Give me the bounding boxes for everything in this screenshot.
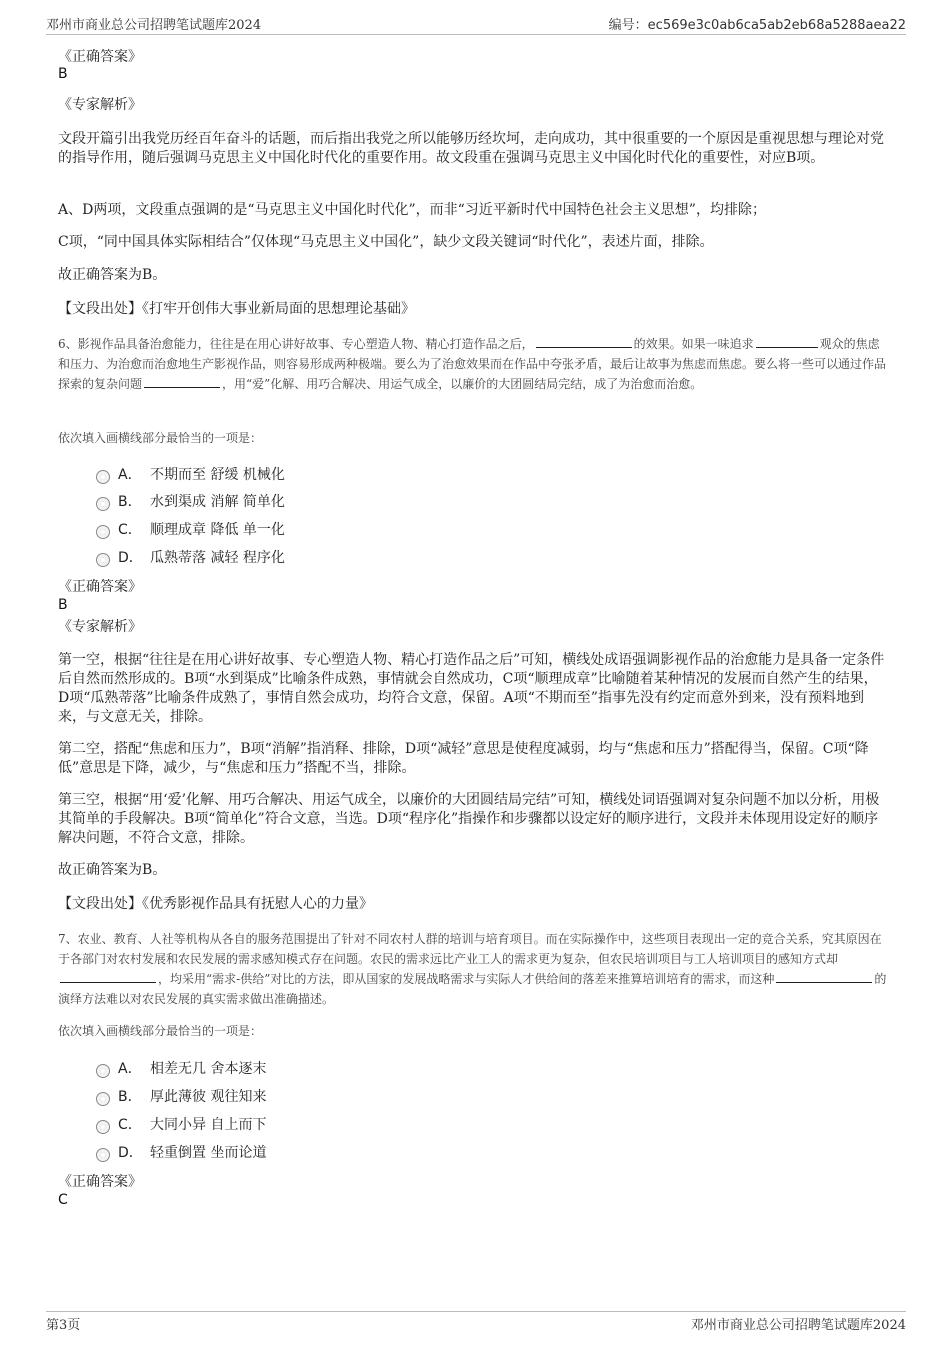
q5-analysis-p3: C项，“同中国具体实际相结合”仅体现“马克思主义中国化”，缺少文段关键词“时代化”，表述片面，排除。: [58, 234, 714, 250]
q7-option-d[interactable]: [96, 1142, 266, 1162]
option-letter: B．: [118, 1089, 142, 1105]
option-letter: C．: [118, 522, 142, 538]
option-text: 轻重倒置 坐而论道: [150, 1145, 267, 1161]
q5-source: 【文段出处】《打牢开创伟大事业新局面的思想理论基础》: [58, 301, 415, 317]
q6-stem-part-b: 的效果。如果一味追求: [633, 337, 754, 351]
radio-icon[interactable]: [96, 497, 110, 511]
option-text: 水到渠成 消解 简单化: [150, 494, 285, 510]
option-text: 厚此薄彼 观往知来: [150, 1089, 267, 1105]
option-text: 顺理成章 降低 单一化: [150, 522, 285, 538]
q6-instruction: 依次填入画横线部分最恰当的一项是：: [58, 431, 263, 445]
option-text: 大同小异 自上而下: [150, 1117, 267, 1133]
q7-stem-part-a: 7、农业、教育、人社等机构从各自的服务范围提出了针对不同农村人群的培训与培育项目。而在实际操作中，这些项目表现出一定的竞合关系，究其原因在于各部门对农村发展和农民发展的需求感知模式存在问题。农民的需求远比产业工人的需求更为复杂，但农民培训项目与工人培训项目的感知方式却: [58, 932, 882, 966]
q6-analysis-p2: 第二空，搭配“焦虑和压力”，B项“消解”指消释、排除，D项“减轻”意思是使程度减弱，均与“焦虑和压力”搭配得当，保留。C项“降低”意思是下降，减少，与“焦虑和压力”搭配不当，排除。: [58, 741, 869, 776]
q6-answer-label: 《正确答案》: [58, 579, 142, 595]
q5-answer-label: 《正确答案》: [58, 49, 142, 65]
q5-answer: B: [58, 66, 68, 82]
q5-analysis-p2: A、D两项，文段重点强调的是“马克思主义中国化时代化”，而非“习近平新时代中国特色社会主义思想”，均排除；: [58, 202, 766, 218]
q7-option-a[interactable]: [96, 1058, 266, 1078]
q7-option-c[interactable]: [96, 1114, 266, 1134]
radio-icon[interactable]: [96, 525, 110, 539]
q6-stem-part-c: 观众的焦虑和压力、为治愈而治愈地生产影视作品，则容易形成两种极端。要么为了治愈效果而在作品中夸张矛盾，最后让故事为焦虑而焦虑。要么将一些可以通过作品探索的复杂问题: [58, 337, 887, 391]
option-text: 相差无几 舍本逐末: [150, 1061, 267, 1077]
q7-answer: C: [58, 1192, 68, 1208]
q5-analysis-label: 《专家解析》: [58, 97, 142, 113]
option-letter: D．: [118, 1145, 143, 1161]
option-letter: B．: [118, 494, 142, 510]
q6-blank-3: [144, 375, 220, 388]
option-letter: A．: [118, 1061, 142, 1077]
q7-option-b[interactable]: [96, 1086, 266, 1106]
q7-answer-label: 《正确答案》: [58, 1174, 142, 1190]
q6-answer: B: [58, 597, 68, 613]
option-letter: A．: [118, 467, 142, 483]
footer-doc-title: 邓州市商业总公司招聘笔试题库2024: [690, 1318, 906, 1333]
q6-analysis-p3: 第三空，根据“用‘爱’化解、用巧合解决、用运气成全，以廉价的大团圆结局完结”可知，横线处词语强调对复杂问题不加以分析，用极其简单的手段解决。B项“简单化”符合文意，当选。D项“程序化”指操作和步骤都以设定好的顺序进行，文段并未体现用设定好的顺序解决问题，不符合文意，排除。: [58, 792, 880, 846]
q7-stem: [58, 929, 888, 1009]
q6-analysis-label: 《专家解析》: [58, 619, 142, 635]
q6-option-b[interactable]: [96, 491, 285, 511]
option-text: 瓜熟蒂落 减轻 程序化: [150, 550, 285, 566]
q7-stem-part-c: 的演绎方法难以对农民发展的真实需求做出准确描述。: [58, 972, 887, 1006]
q6-option-d[interactable]: [96, 547, 285, 567]
q6-stem: [58, 334, 888, 394]
q7-instruction: 依次填入画横线部分最恰当的一项是：: [58, 1024, 263, 1038]
option-letter: C．: [118, 1117, 142, 1133]
q7-blank-2: [776, 970, 872, 983]
q5-analysis-conclusion: 故正确答案为B。: [58, 267, 167, 283]
q6-blank-2: [756, 335, 818, 348]
q7-stem-part-b: ，均采用“需求-供给”对比的方法，即从国家的发展战略需求与实际人才供给间的落差来推算培训培育的需求，而这种: [158, 972, 775, 986]
radio-icon[interactable]: [96, 1120, 110, 1134]
q6-stem-part-a: 6、影视作品具备治愈能力，往往是在用心讲好故事、专心塑造人物、精心打造作品之后，: [58, 337, 534, 351]
header-divider: [46, 34, 906, 35]
q6-option-c[interactable]: [96, 519, 285, 539]
radio-icon[interactable]: [96, 1064, 110, 1078]
q6-source: 【文段出处】《优秀影视作品具有抚慰人心的力量》: [58, 896, 373, 912]
q6-analysis-conclusion: 故正确答案为B。: [58, 862, 167, 878]
option-text: 不期而至 舒缓 机械化: [150, 467, 285, 483]
header-doc-title: 邓州市商业总公司招聘笔试题库2024: [46, 18, 262, 33]
radio-icon[interactable]: [96, 1092, 110, 1106]
footer-page-number: 第3页: [46, 1318, 81, 1333]
radio-icon[interactable]: [96, 470, 110, 484]
q5-analysis-p1: 文段开篇引出我党历经百年奋斗的话题，而后指出我党之所以能够历经坎坷，走向成功，其中很重要的一个原因是重视思想与理论对党的指导作用，随后强调马克思主义中国化时代化的重要作用。故文段重在强调马克思主义中国化时代化的重要性，对应B项。: [58, 131, 884, 166]
footer-divider: [46, 1311, 906, 1312]
option-letter: D．: [118, 550, 143, 566]
radio-icon[interactable]: [96, 553, 110, 567]
q6-stem-part-d: ，用“爱”化解、用巧合解决、用运气成全，以廉价的大团圆结局完结，成了为治愈而治愈。: [222, 377, 703, 391]
radio-icon[interactable]: [96, 1148, 110, 1162]
q6-option-a[interactable]: [96, 464, 285, 484]
header-doc-id: 编号：ec569e3c0ab6ca5ab2eb68a5288aea22: [608, 18, 906, 33]
q6-analysis-p1: 第一空，根据“往往是在用心讲好故事、专心塑造人物、精心打造作品之后”可知，横线处成语强调影视作品的治愈能力是具备一定条件后自然而然形成的。B项“水到渠成”比喻条件成熟，事情就会自然成功，C项“顺理成章”比喻随着某种情况的发展而自然产生的结果，D项“瓜熟蒂落”比喻条件成熟了，事情自然会成功，均符合文意，保留。A项“不期而至”指事先没有约定而意外到来，没有预料地到来，与文意无关，排除。: [58, 652, 885, 725]
q7-blank-1: [60, 970, 156, 983]
q6-blank-1: [536, 335, 632, 348]
